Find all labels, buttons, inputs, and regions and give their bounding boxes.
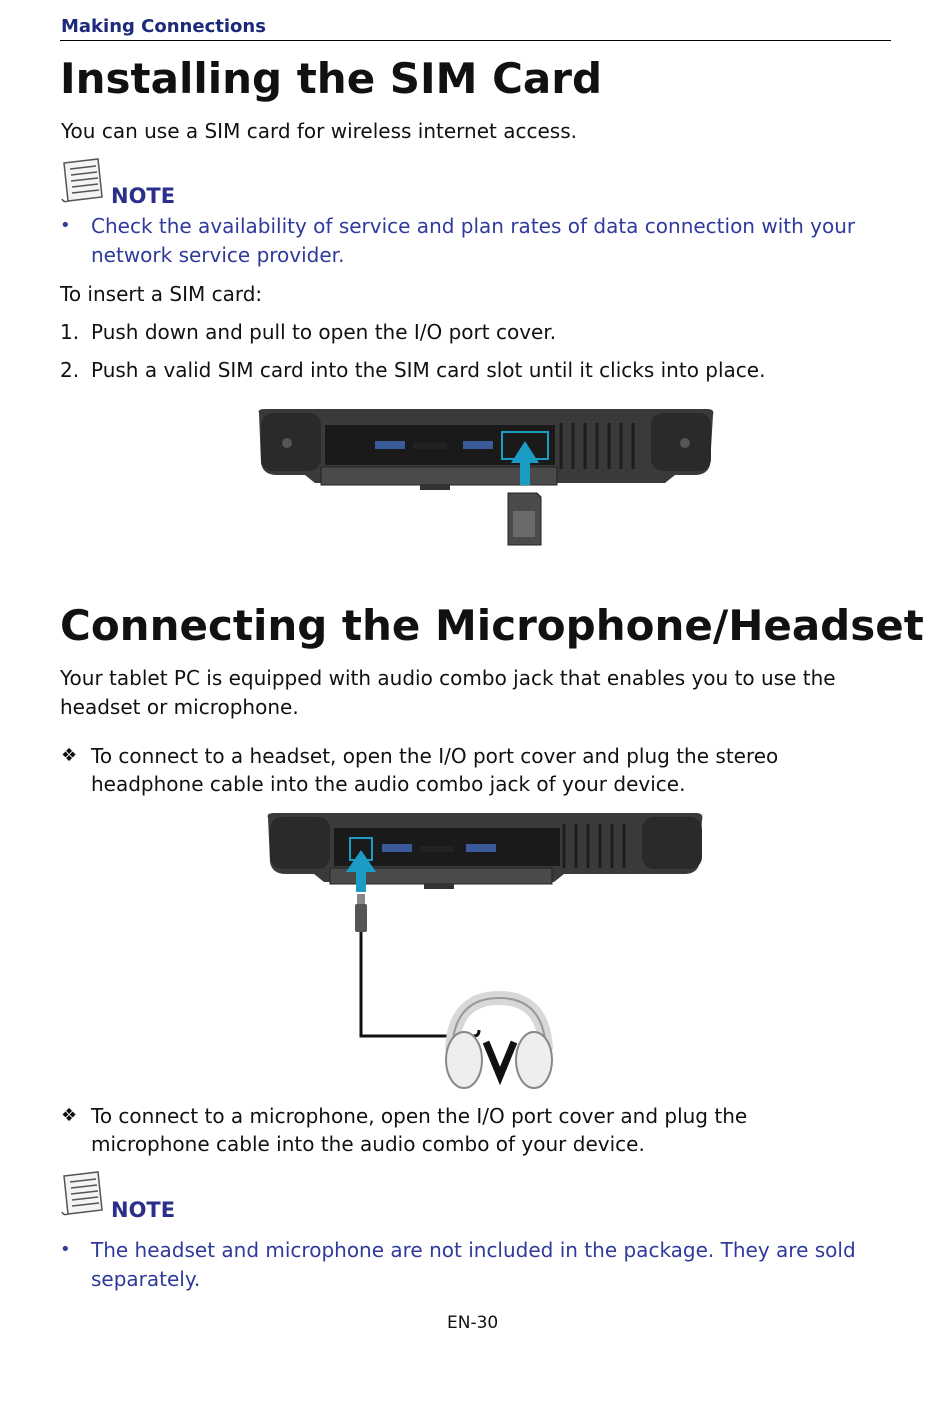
header-divider	[60, 40, 891, 41]
sim-intro: You can use a SIM card for wireless internet access.	[61, 119, 577, 143]
diamond-bullet-icon: ❖	[61, 1105, 78, 1126]
note-icon	[60, 1170, 106, 1218]
headset-connect-illustration	[264, 810, 706, 1095]
note-bullet: •	[60, 1239, 71, 1260]
mic-text-line1: To connect to a microphone, open the I/O port cover and plug the	[91, 1104, 748, 1128]
mic-text-line2: microphone cable into the audio combo of your device.	[91, 1132, 645, 1156]
headset-text-line2: headphone cable into the audio combo jack of your device.	[91, 772, 686, 796]
note-bullet: •	[60, 215, 71, 236]
step-number: 1.	[60, 320, 80, 344]
note-text-line1: Check the availability of service and plan rates of data connection with your	[91, 214, 856, 238]
section-header: Making Connections	[61, 16, 266, 37]
page-number: EN-30	[447, 1313, 499, 1333]
sim-title: Installing the SIM Card	[60, 54, 603, 103]
note-text-line2: separately.	[91, 1267, 201, 1291]
step-text: Push down and pull to open the I/O port cover.	[91, 320, 557, 344]
steps-intro: To insert a SIM card:	[60, 282, 263, 306]
step-text: Push a valid SIM card into the SIM card slot until it clicks into place.	[91, 358, 766, 382]
step-number: 2.	[60, 358, 80, 382]
mic-intro-line1: Your tablet PC is equipped with audio combo jack that enables you to use the	[60, 666, 836, 690]
sim-insert-illustration	[255, 405, 717, 550]
note-label: NOTE	[111, 184, 176, 208]
mic-intro-line2: headset or microphone.	[60, 695, 299, 719]
note-text-line2: network service provider.	[91, 243, 345, 267]
headset-text-line1: To connect to a headset, open the I/O port cover and plug the stereo	[91, 744, 779, 768]
note-icon	[60, 157, 106, 205]
diamond-bullet-icon: ❖	[61, 745, 78, 766]
note-label: NOTE	[111, 1198, 176, 1222]
note-text-line1: The headset and microphone are not included in the package. They are sold	[91, 1238, 856, 1262]
mic-title: Connecting the Microphone/Headset	[60, 601, 924, 650]
